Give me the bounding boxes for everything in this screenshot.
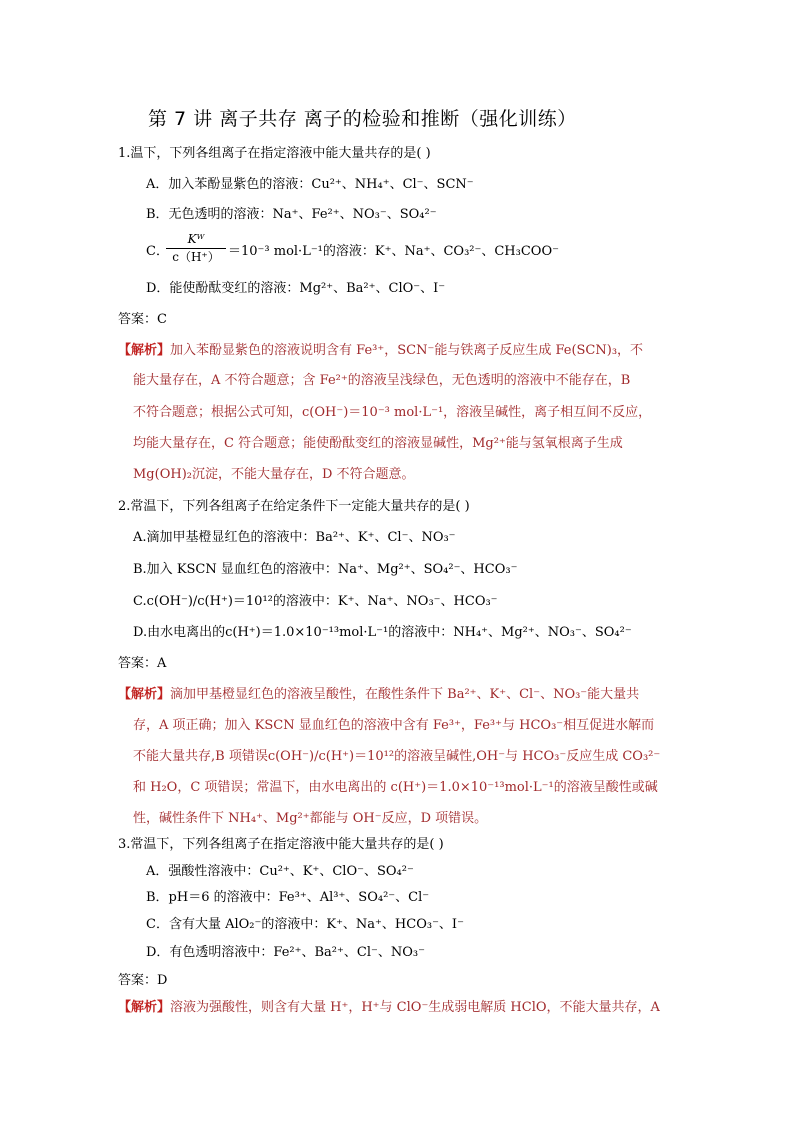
fraction-numerator: Kᵂ: [166, 232, 226, 249]
question-3-stem: 3.常温下，下列各组离子在指定溶液中能大量共存的是( ): [118, 837, 444, 852]
question-1-option-c-prefix: C．: [146, 244, 169, 259]
question-3-option-a: A．强酸性溶液中：Cu²⁺、K⁺、ClO⁻、SO₄²⁻: [146, 864, 414, 879]
question-2-option-b: B.加入 KSCN 显血红色的溶液中：Na⁺、Mg²⁺、SO₄²⁻、HCO₃⁻: [133, 562, 518, 577]
question-1-stem: 1.温下，下列各组离子在指定溶液中能大量共存的是( ): [118, 146, 431, 161]
page-title: 第 7 讲 离子共存 离子的检验和推断（强化训练）: [148, 108, 577, 130]
question-1-explanation-line-5: Mg(OH)₂沉淀，不能大量存在，D 不符合题意。: [133, 467, 415, 482]
explanation-tag: 【解析】: [118, 343, 171, 358]
explanation-text: 溶液为强酸性，则含有大量 H⁺，H⁺与 ClO⁻生成弱电解质 HClO，不能大量共存，A: [170, 1000, 660, 1015]
explanation-tag: 【解析】: [118, 687, 171, 702]
question-2-option-a: A.滴加甲基橙显红色的溶液中：Ba²⁺、K⁺、Cl⁻、NO₃⁻: [133, 530, 456, 545]
question-2-stem: 2.常温下，下列各组离子在给定条件下一定能大量共存的是( ): [118, 499, 470, 514]
explanation-tag: 【解析】: [118, 1000, 171, 1015]
question-2-explanation-line-2: 存，A 项正确；加入 KSCN 显血红色的溶液中含有 Fe³⁺，Fe³⁺与 HCO₃⁻相互促进水解而: [133, 718, 655, 733]
question-3-option-d: D．有色透明溶液中：Fe²⁺、Ba²⁺、Cl⁻、NO₃⁻: [146, 945, 425, 960]
question-1-explanation-line-1: [118, 342, 643, 360]
question-1-option-a: A．加入苯酚显紫色的溶液：Cu²⁺、NH₄⁺、Cl⁻、SCN⁻: [146, 177, 474, 192]
question-1-explanation-line-3: 不符合题意；根据公式可知，c(OH⁻)＝10⁻³ mol·L⁻¹，溶液呈碱性，离子相互间不反应，: [133, 405, 652, 420]
explanation-text: 滴加甲基橙显红色的溶液呈酸性，在酸性条件下 Ba²⁺、K⁺、Cl⁻、NO₃⁻能大量共: [170, 687, 640, 702]
question-3-explanation-line-1: [118, 999, 660, 1017]
question-3-option-c: C．含有大量 AlO₂⁻的溶液中：K⁺、Na⁺、HCO₃⁻、I⁻: [146, 917, 464, 932]
question-1-option-b: B．无色透明的溶液：Na⁺、Fe²⁺、NO₃⁻、SO₄²⁻: [146, 207, 437, 222]
fraction-denominator: c（H⁺）: [172, 250, 220, 264]
question-1-option-c-fraction: [166, 232, 226, 265]
question-3-option-b: B．pH＝6 的溶液中：Fe³⁺、Al³⁺、SO₄²⁻、Cl⁻: [146, 890, 430, 905]
question-1-explanation-line-4: 均能大量存在，C 符合题意；能使酚酞变红的溶液显碱性，Mg²⁺能与氢氧根离子生成: [133, 436, 623, 451]
question-2-answer: 答案：A: [118, 656, 167, 671]
question-2-explanation-line-3: 不能大量共存,B 项错误c(OH⁻)/c(H⁺)＝10¹²的溶液呈碱性,OH⁻与 HCO₃⁻反应生成 CO₃²⁻: [133, 749, 661, 764]
question-1-option-c-text: ＝10⁻³ mol·L⁻¹的溶液：K⁺、Na⁺、CO₃²⁻、CH₃COO⁻: [228, 244, 559, 259]
explanation-text: 加入苯酚显紫色的溶液说明含有 Fe³⁺，SCN⁻能与铁离子反应生成 Fe(SCN)₃，不: [170, 343, 644, 358]
question-3-answer: 答案：D: [118, 973, 168, 988]
question-2-explanation-line-1: [118, 686, 639, 704]
question-1-explanation-line-2: 能大量存在，A 不符合题意；含 Fe²⁺的溶液呈浅绿色，无色透明的溶液中不能存在，B: [133, 373, 631, 388]
question-1-option-d: D．能使酚酞变红的溶液：Mg²⁺、Ba²⁺、ClO⁻、I⁻: [146, 281, 446, 296]
question-1-answer: 答案：C: [118, 312, 167, 327]
question-2-option-d: D.由水电离出的c(H⁺)＝1.0×10⁻¹³mol·L⁻¹的溶液中：NH₄⁺、Mg²⁺、NO₃⁻、SO₄²⁻: [133, 625, 632, 640]
question-2-explanation-line-5: 性，碱性条件下 NH₄⁺、Mg²⁺都能与 OH⁻反应，D 项错误。: [133, 811, 488, 826]
question-2-option-c: C.c(OH⁻)/c(H⁺)＝10¹²的溶液中：K⁺、Na⁺、NO₃⁻、HCO₃⁻: [133, 594, 498, 609]
question-2-explanation-line-4: 和 H₂O，C 项错误；常温下，由水电离出的 c(H⁺)＝1.0×10⁻¹³mol·L⁻¹的溶液呈酸性或碱: [133, 780, 658, 795]
